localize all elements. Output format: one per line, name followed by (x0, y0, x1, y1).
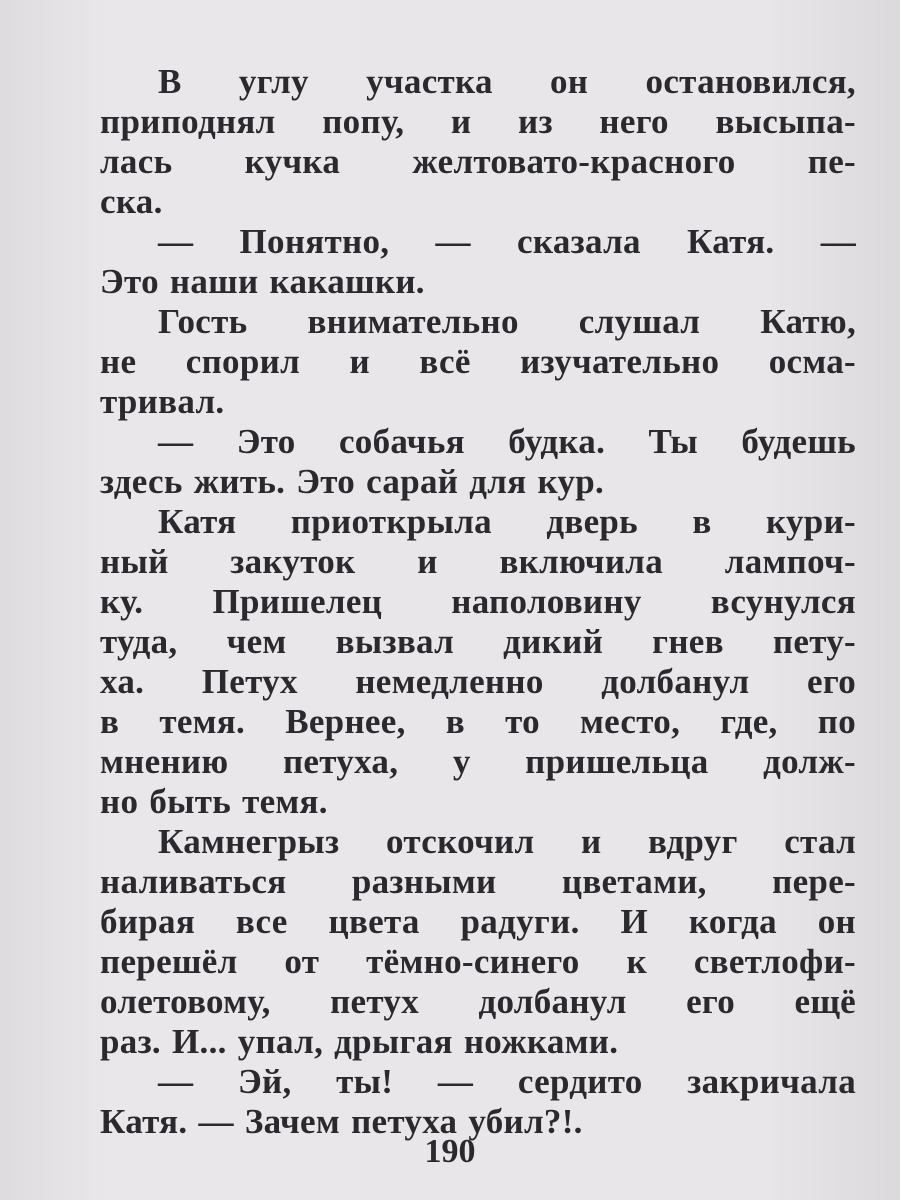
paragraph (100, 502, 856, 822)
text-line: раз. И... упал, дрыгая ножками. (100, 1022, 619, 1061)
text-line: не спорил и всё изучательно осма- (100, 342, 856, 381)
text-line: Это наши какашки. (100, 262, 425, 301)
text-line: тривал. (100, 382, 225, 421)
paragraph (100, 422, 856, 502)
text-line: Катя. — Зачем петуха убил?!. (100, 1102, 583, 1141)
text-line: приподнял попу, и из него высыпа- (100, 102, 856, 141)
text-line: ха. Петух немедленно долбанул его (100, 662, 856, 701)
text-line: олетовому, петух долбанул его ещё (100, 982, 856, 1021)
text-line: туда, чем вызвал дикий гнев пету- (100, 622, 856, 661)
text-line: Гость внимательно слушал Катю, (158, 302, 856, 341)
paragraph (100, 62, 856, 222)
text-line: наливаться разными цветами, пере- (100, 862, 856, 901)
text-line: мнению петуха, у пришельца долж- (100, 742, 856, 781)
text-line: Камнегрыз отскочил и вдруг стал (158, 822, 856, 861)
text-line: В углу участка он остановился, (158, 62, 856, 101)
text-line: лась кучка желтовато-красного пе- (100, 142, 856, 181)
text-line: ный закуток и включила лампоч- (100, 542, 856, 581)
text-line: — Понятно, — сказала Катя. — (158, 222, 856, 261)
paragraph (100, 302, 856, 422)
text-line: — Эй, ты! — сердито закричала (158, 1062, 856, 1101)
text-line: бирая все цвета радуги. И когда он (100, 902, 856, 941)
text-line: перешёл от тёмно-синего к светлофи- (100, 942, 856, 981)
text-line: но быть темя. (100, 782, 328, 821)
text-line: — Это собачья будка. Ты будешь (158, 422, 856, 461)
text-line: ска. (100, 182, 163, 221)
paragraph (100, 1062, 856, 1142)
page-number: 190 (424, 1133, 476, 1170)
text-line: в темя. Вернее, в то место, где, по (100, 702, 856, 741)
text-line: ку. Пришелец наполовину всунулся (100, 582, 856, 621)
page-body-text (100, 62, 856, 1142)
text-line: здесь жить. Это сарай для кур. (100, 462, 605, 501)
paragraph (100, 222, 856, 302)
text-line: Катя приоткрыла дверь в кури- (158, 502, 856, 541)
paragraph (100, 822, 856, 1062)
